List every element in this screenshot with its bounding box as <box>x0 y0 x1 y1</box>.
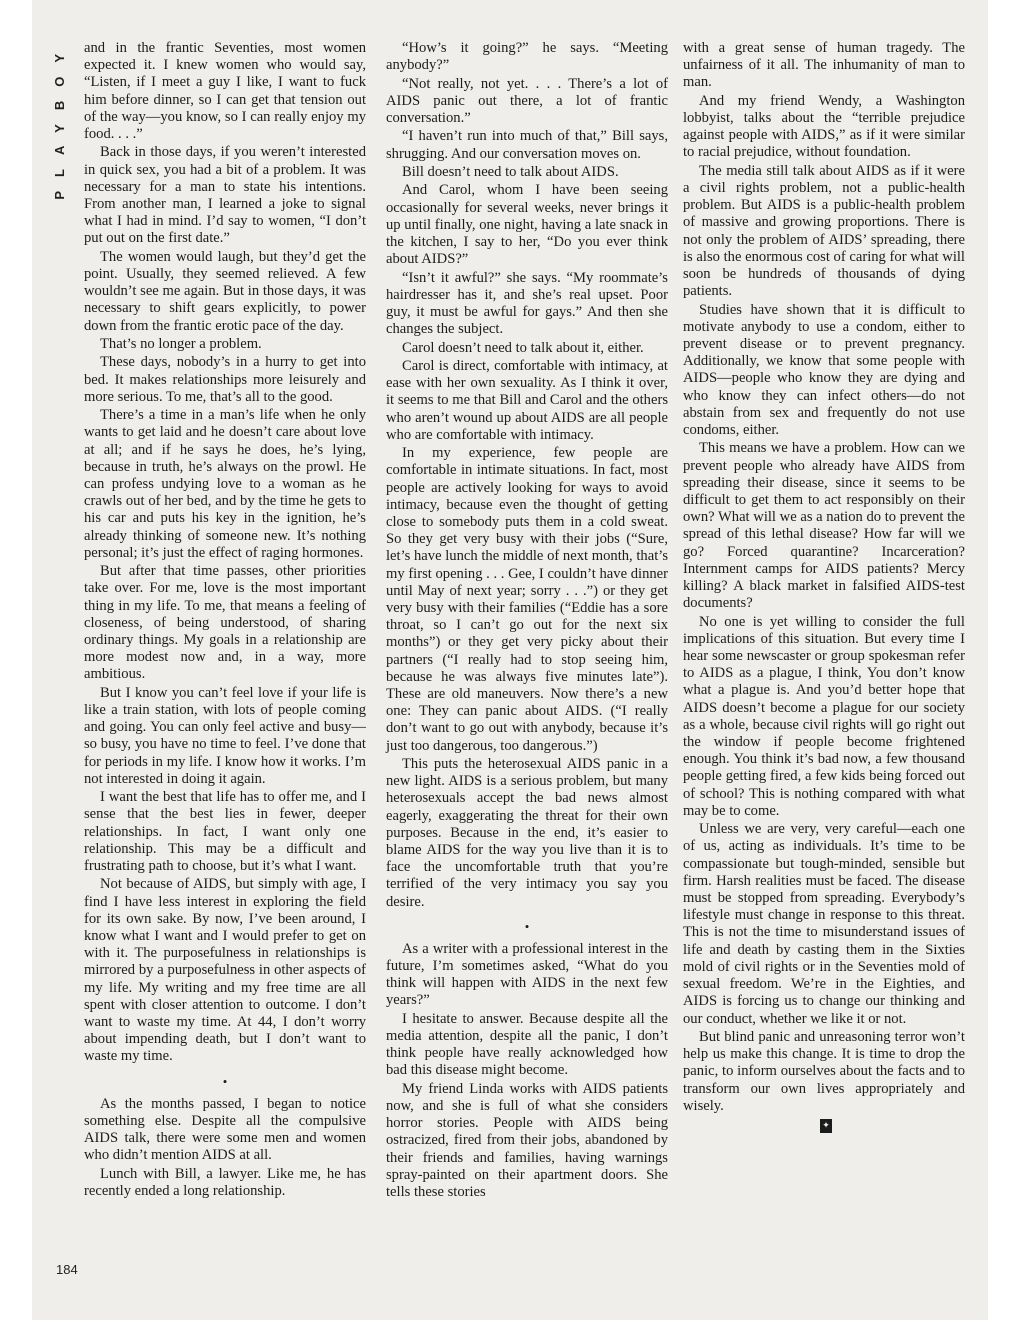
paragraph: Not because of AIDS, but simply with age, I find I have less interest in exploring the field for its own sake. By now, I’ve been around, I know what I want and I would prefer to get on with it. The purposefulness in relationships is mirrored by a purposefulness in other aspects of my life. My writing and my free time are all spent with closer attention to outcome. I don’t want to waste my time. At 44, I don’t worry about impending death, but I don’t want to waste my time. <box>84 876 366 1065</box>
page-number: 184 <box>56 1262 78 1277</box>
section-break-bullet: • <box>222 1073 228 1089</box>
paragraph: Carol is direct, comfortable with intimacy, at ease with her own sexuality. As I think it over, it seems to me that Bill and Carol and the others who aren’t wound up about AIDS are all people who are comfortable with intimacy. <box>386 357 668 443</box>
paragraph: That’s no longer a problem. <box>100 336 262 353</box>
paragraph: These days, nobody’s in a hurry to get into bed. It makes relationships more leisurely and more serious. To me, that’s all to the good. <box>84 354 366 405</box>
paragraph: No one is yet willing to consider the full implications of this situation. But every time I hear some newscaster or group spokesman refer to AIDS as a plague, I think, You don’t know what a plague is. And you’d better hope that AIDS doesn’t become a plague for our society as a whole, because civil rights will go right out the window if people become frightened enough. You think it’s bad now, a few thousand people getting fired, a few kids being forced out of school? This is nothing compared with what may be to come. <box>683 613 965 819</box>
end-mark-line <box>683 1117 965 1134</box>
paragraph: Lunch with Bill, a lawyer. Like me, he has recently ended a long relationship. <box>84 1165 366 1199</box>
paragraph: with a great sense of human tragedy. The unfairness of it all. The inhumanity of man to man. <box>683 40 965 91</box>
running-head: PLAYBOY <box>52 40 67 200</box>
end-mark-icon: ✦ <box>820 1119 832 1133</box>
paragraph: “I haven’t run into much of that,” Bill says, shrugging. And our conversation moves on. <box>386 128 668 162</box>
paragraph: And Carol, whom I have been seeing occasionally for several weeks, never brings it up until finally, one night, having a late snack in the kitchen, I say to her, “Do you ever think about AIDS?” <box>386 182 668 268</box>
paragraph: But I know you can’t feel love if your life is like a train station, with lots of people coming and going. You can only feel active and busy—so busy, you have no time to feel. I’ve done that for periods in my life. I know how it works. I’m not interested in doing it again. <box>84 684 366 787</box>
paragraph: The media still talk about AIDS as if it were a civil rights problem, not a public-health problem. But AIDS is a public-health problem of massive and growing proportions. There is not only the problem of AIDS’ spreading, there is also the enormous cost of caring for what will soon be hundreds of thousands of dying patients. <box>683 162 965 300</box>
paragraph: In my experience, few people are comfortable in intimate situations. In fact, most people are actively looking for ways to avoid intimacy, because even the thought of getting close to somebody puts them in a cold sweat. So they get very busy with their jobs (“Sure, let’s have lunch the middle of next month, that’s my first opening . . . Gee, I couldn’t have dinner until May of next year; sorry . . .”) or they get very busy with their families (“Eddie has a sore throat, so I can’t go out for the next six months”) or they get very picky about their partners (“I really had to stop seeing him, because he was always five minutes late”). These are old maneuvers. Now there’s a new one: They can panic about AIDS. (“I really don’t want to go out with anybody, because it’s just too dangerous, too dangerous.”) <box>386 445 668 754</box>
paragraph: Studies have shown that it is difficult to motivate anybody to use a condom, either to prevent disease or to prevent pregnancy. Additionally, we know that some people with AIDS—people who know they are dying and who know they can infect others—do not abstain from sex and frequently do not use condoms, either. <box>683 301 965 439</box>
paragraph: This means we have a problem. How can we prevent people who already have AIDS from spreading their disease, since it seems to be difficult to get them to act responsibly on their own? What will we as a nation do to prevent the spread of this lethal disease? How far will we go? Forced quarantine? Incarceration? Internment camps for AIDS patients? Mercy killing? A black market in falsified AIDS-test documents? <box>683 440 965 612</box>
paragraph: and in the frantic Seventies, most women expected it. I knew women who would say, “Listen, if I meet a guy I like, I want to fuck him before dinner, so I can get that tension out of the way—you know, so I can really enjoy my food. . . .” <box>84 40 366 143</box>
text-column-1 <box>84 40 366 1201</box>
paragraph: Back in those days, if you weren’t interested in quick sex, you had a bit of a problem. It was necessary for a man to state his intentions. From another man, I learned a joke to signal what I had in mind. I’d say to women, “I don’t put out on the first date.” <box>84 144 366 247</box>
paragraph: Bill doesn’t need to talk about AIDS. <box>402 163 619 180</box>
magazine-page <box>32 0 988 1320</box>
section-break-bullet: • <box>524 918 530 934</box>
paragraph: Carol doesn’t need to talk about it, either. <box>402 339 644 356</box>
paragraph: This puts the heterosexual AIDS panic in a new light. AIDS is a serious problem, but many heterosexuals accept the bad news almost eagerly, exaggerating the threat for their own purposes. Because in the end, it’s easier to blame AIDS for the way you live than it is to face the uncomfortable truth that you’re terrified of the very intimacy you say you desire. <box>386 756 668 910</box>
paragraph: As the months passed, I began to notice something else. Despite all the compulsive AIDS talk, there were some men and women who didn’t mention AIDS at all. <box>84 1095 366 1164</box>
paragraph: I want the best that life has to offer me, and I sense that the best lies in fewer, deeper relationships. In fact, I want only one relationship. This may be a difficult and frustrating path to choose, but it’s what I want. <box>84 789 366 875</box>
paragraph: As a writer with a professional interest in the future, I’m sometimes asked, “What do you think will happen with AIDS in the next few years?” <box>386 940 668 1009</box>
paragraph: “How’s it going?” he says. “Meeting anybody?” <box>386 40 668 74</box>
paragraph: Unless we are very, very careful—each one of us, acting as individuals. It’s time to be compassionate but tough-minded, sensible but firm. Harsh realities must be faced. The disease must be stopped from spreading. Everybody’s lifestyle must change in response to this threat. This is not the time to misunderstand issues of life and death by casting them in the Sixties mold of civil rights or in the Seventies mold of sexual freedom. We’re in the Eighties, and AIDS is forcing us to change our thinking and our conduct, whether we like it or not. <box>683 821 965 1027</box>
text-column-2 <box>386 40 668 1202</box>
paragraph: But blind panic and unreasoning terror won’t help us make this change. It is time to drop the panic, to inform ourselves about the facts and to transform our own lives appropriately and wisely. <box>683 1028 965 1114</box>
paragraph: And my friend Wendy, a Washington lobbyist, talks about the “terrible prejudice against people with AIDS,” as if it were similar to racial prejudice, without foundation. <box>683 92 965 161</box>
paragraph: “Isn’t it awful?” she says. “My roommate’s hairdresser has it, and she’s real upset. Poor guy, it must be awful for gays.” And then she changes the subject. <box>386 269 668 338</box>
paragraph: My friend Linda works with AIDS patients now, and she is full of what she considers horror stories. People with AIDS being ostracized, fired from their jobs, abandoned by their friends and families, having warnings spray-painted on their apartment doors. She tells these stories <box>386 1080 668 1201</box>
paragraph: I hesitate to answer. Because despite all the media attention, despite all the panic, I don’t think people have really acknowledged how bad this disease might become. <box>386 1010 668 1079</box>
paragraph: “Not really, not yet. . . . There’s a lot of AIDS panic out there, a lot of frantic conversation.” <box>386 75 668 126</box>
paragraph: The women would laugh, but they’d get the point. Usually, they seemed relieved. A few wouldn’t see me again. But in those days, it was necessary to shift gears explicitly, to power down from the frantic erotic pace of the day. <box>84 248 366 334</box>
paragraph: But after that time passes, other priorities take over. For me, love is the most important thing in my life. To me, that means a feeling of closeness, of being understood, of sharing ordinary things. My goals in a relationship are more modest now and, in a way, more ambitious. <box>84 563 366 683</box>
paragraph: There’s a time in a man’s life when he only wants to get laid and he doesn’t care about love at all; and if he says he does, he’s lying, because in truth, he’s always on the prowl. He can profess undying love to a woman as he crawls out of her bed, and by the time he gets to his car and puts his key in the ignition, he’s already thinking of someone new. It’s nothing personal; it’s just the effect of raging hormones. <box>84 407 366 561</box>
text-column-3 <box>683 40 965 1134</box>
